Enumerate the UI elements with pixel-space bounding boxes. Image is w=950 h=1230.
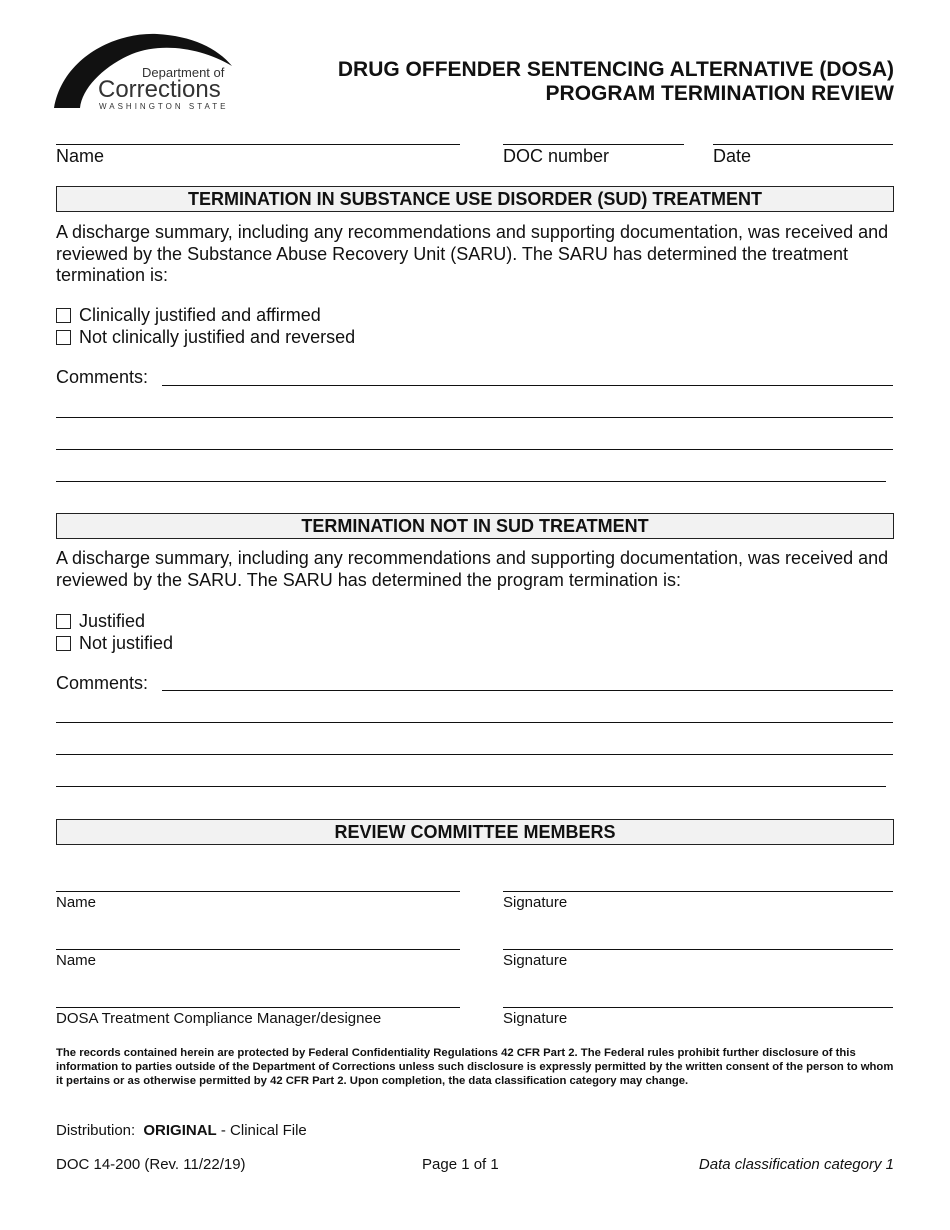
title-line-2: PROGRAM TERMINATION REVIEW xyxy=(545,82,894,105)
committee-signature-line-2[interactable] xyxy=(503,949,893,950)
name-label: Name xyxy=(56,146,105,166)
compliance-manager-label: DOSA Treatment Compliance Manager/designee xyxy=(56,1010,382,1027)
committee-name-label-2: Name xyxy=(56,952,97,969)
logo-line2: Corrections xyxy=(98,76,221,103)
committee-signature-label-2: Signature xyxy=(503,952,568,969)
checkbox-icon[interactable] xyxy=(56,614,71,629)
confidentiality-notice: The records contained herein are protected by Federal Confidentiality Regulations 42 CFR Part 2. The Federal rules prohibit further disclosure of this information to parties outside of the Department of Corrections unless such disclosure is expressly permitted by the written consent of the person to whom it pertains or as otherwise permitted by 42 CFR Part 2. Upon completion, the data classification category may change. xyxy=(56,1047,894,1087)
checkbox-justified[interactable] xyxy=(56,610,145,632)
checkbox-icon[interactable] xyxy=(56,636,71,651)
committee-signature-label-1: Signature xyxy=(503,894,568,911)
section-sud-paragraph: A discharge summary, including any recommendations and supporting documentation, was received and reviewed by the Substance Abuse Recovery Unit (SARU). The SARU has determined the treatment termination is: xyxy=(56,222,889,285)
checkbox-icon[interactable] xyxy=(56,330,71,345)
section-sud-comments-line-2[interactable] xyxy=(56,417,893,418)
section-not-sud-comments-label: Comments: xyxy=(56,673,149,693)
section-sud-comments-line-3[interactable] xyxy=(56,449,893,450)
compliance-manager-signature-label: Signature xyxy=(503,1010,568,1027)
date-field-line[interactable] xyxy=(713,144,893,145)
section-sud-comments-label: Comments: xyxy=(56,367,149,387)
section-sud-comments-line-1[interactable] xyxy=(162,385,893,386)
section-not-sud-comments-line-4[interactable] xyxy=(56,786,886,787)
distribution-original: ORIGINAL xyxy=(143,1122,217,1139)
section-sud-comments-line-4[interactable] xyxy=(56,481,886,482)
doc-number-field-line[interactable] xyxy=(503,144,684,145)
committee-name-line-1[interactable] xyxy=(56,891,460,892)
checkbox-not-justified[interactable] xyxy=(56,632,173,654)
checkbox-clinically-justified[interactable] xyxy=(56,304,321,326)
logo-arc-icon xyxy=(52,30,252,112)
distribution-label: Distribution: xyxy=(56,1122,136,1139)
distribution-clinical-file: - Clinical File xyxy=(220,1122,307,1139)
section-not-sud-comments-line-3[interactable] xyxy=(56,754,893,755)
form-title xyxy=(338,58,894,106)
page-number: Page 1 of 1 xyxy=(422,1156,499,1173)
checkbox-not-clinically-justified[interactable] xyxy=(56,326,355,348)
doc-number-label: DOC number xyxy=(503,146,610,166)
section-sud-heading: TERMINATION IN SUBSTANCE USE DISORDER (SUD) TREATMENT xyxy=(56,186,894,212)
section-committee-heading: REVIEW COMMITTEE MEMBERS xyxy=(56,819,894,845)
doc-logo xyxy=(52,30,252,112)
option-not-clinically-justified-label: Not clinically justified and reversed xyxy=(79,327,356,347)
data-classification: Data classification category 1 xyxy=(698,1156,894,1173)
title-line-1: DRUG OFFENDER SENTENCING ALTERNATIVE (DOSA) xyxy=(337,58,894,81)
logo-line3: WASHINGTON STATE xyxy=(99,102,229,111)
checkbox-icon[interactable] xyxy=(56,308,71,323)
date-label: Date xyxy=(713,146,752,166)
section-not-sud-comments-line-2[interactable] xyxy=(56,722,893,723)
distribution-line xyxy=(56,1122,307,1139)
section-not-sud-paragraph: A discharge summary, including any recommendations and supporting documentation, was received and reviewed by the SARU. The SARU has determined the program termination is: xyxy=(56,548,889,590)
option-justified-label: Justified xyxy=(79,611,146,631)
logo-line1: Department of xyxy=(142,65,225,80)
option-not-justified-label: Not justified xyxy=(79,633,174,653)
name-field-line[interactable] xyxy=(56,144,460,145)
committee-name-label-1: Name xyxy=(56,894,97,911)
compliance-manager-signature-line[interactable] xyxy=(503,1007,893,1008)
option-clinically-justified-label: Clinically justified and affirmed xyxy=(79,305,321,325)
form-number: DOC 14-200 (Rev. 11/22/19) xyxy=(56,1156,246,1173)
section-not-sud-heading: TERMINATION NOT IN SUD TREATMENT xyxy=(56,513,894,539)
compliance-manager-line[interactable] xyxy=(56,1007,460,1008)
section-not-sud-comments-line-1[interactable] xyxy=(162,690,893,691)
committee-signature-line-1[interactable] xyxy=(503,891,893,892)
committee-name-line-2[interactable] xyxy=(56,949,460,950)
